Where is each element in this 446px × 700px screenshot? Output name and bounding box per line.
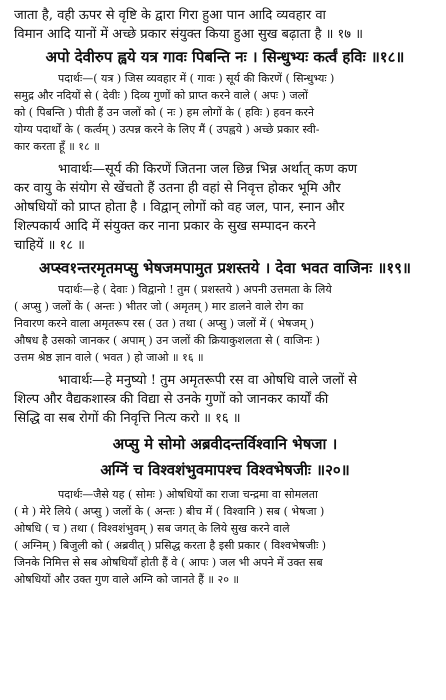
text-line: भावार्थः—सूर्य की किरणें जितना जल छिन्न भिन्न अर्थात् कण कण xyxy=(58,162,358,177)
mantra-20 xyxy=(14,431,436,483)
text-line: पदार्थः—( यत्र ) जिस व्यवहार में ( गावः ) सूर्य की किरणें ( सिन्धुभ्यः ) xyxy=(58,72,335,85)
text-line: पदार्थः—हे ( देवाः ) विद्वानो ! तुम ( प्रशस्तये ) अपनी उत्तमता के लिये xyxy=(58,283,332,296)
bhavartha-18 xyxy=(14,160,436,255)
text-line: भावार्थः—हे मनुष्यो ! तुम अमृतरूपी रस वा ओषधि वाले जलों से xyxy=(58,373,358,388)
padartha-20 xyxy=(14,486,436,588)
text-line: ओषधियों और उक्त गुण वाले अग्नि को जानते हैं ॥ २० ॥ xyxy=(14,573,240,586)
mantra-line: अप्सु मे सोमो अब्रवीदन्तर्विश्वानि भेषजा । xyxy=(112,435,338,453)
mantra-18: अपो देवीरुप ह्वये यत्र गावः पिबन्ति नः । सिन्धुभ्यः कर्त्वं हविः ॥१८॥ xyxy=(45,48,405,66)
text-line: कार करता हूँ ॥ १८ ॥ xyxy=(14,140,100,153)
bhavartha-19 xyxy=(14,371,436,428)
text-line: कर वायु के संयोग से खेंचतो हैं उतना ही वहां से निवृत्त होकर भूमि और xyxy=(14,181,341,196)
text-line: ओषधि ( च ) तथा ( विश्वशंभुवम् ) सब जगत् के लिये सुख करने वाले xyxy=(14,522,290,535)
text-line: ( मे ) मेरे लिये ( अप्सु ) जलों के ( अन्तः ) बीच में ( विश्वानि ) सब ( भेषजा ) xyxy=(14,505,325,518)
text-line: शिल्पकार्य आदि में संयुक्त कर नाना प्रकार के सुख सम्पादन करने xyxy=(14,219,316,234)
text-line: को ( पिबन्ति ) पीती हैं उन जलों को ( नः ) हम लोगों के ( हविः ) हवन करने xyxy=(14,106,315,119)
text-line: उत्तम श्रेष्ठ ज्ञान वाले ( भवत ) हो जाओ ॥ १६ ॥ xyxy=(14,351,204,364)
text-line: योग्य पदार्थों के ( कर्त्वम् ) उत्पन्न करने के लिए मैं ( उपह्वये ) अच्छे प्रकार स्वी- xyxy=(14,123,320,136)
text-line: चाहियें ॥ १८ ॥ xyxy=(14,238,85,253)
text-line: जाता है, वही ऊपर से वृष्टि के द्वारा गिरा हुआ पान आदि व्यवहार वा xyxy=(14,8,326,23)
padartha-18 xyxy=(14,70,436,155)
text-line: पदार्थः—जैसे यह ( सोमः ) ओषधियों का राजा चन्द्रमा वा सोमलता xyxy=(58,488,318,501)
text-line: ( अप्सु ) जलों के ( अन्तः ) भीतर जो ( अमृतम् ) मार डालने वाले रोग का xyxy=(14,300,304,313)
text-line: विमान आदि यानों में अच्छे प्रकार संयुक्त किया हुआ सुख बढ़ाता है ॥ १७ ॥ xyxy=(14,27,363,42)
text-line: सिद्धि वा सब रोगों की निवृत्ति नित्य करो ॥ १६ ॥ xyxy=(14,411,241,426)
text-line: निवारण करने वाला अमृतरूप रस ( उत ) तथा ( अप्सु ) जलों में ( भेषजम् ) xyxy=(14,317,314,330)
text-line: शिल्प और वैद्यकशास्त्र की विद्या से उनके गुणों को जानकर कार्यों की xyxy=(14,392,329,407)
text-line: ( अग्निम् ) बिजुली को ( अब्रवीत् ) प्रसिद्ध करता है इसी प्रकार ( विश्वभेषजीः ) xyxy=(14,539,327,552)
text-line: ओषधियों को प्राप्त होता है । विद्वान् लोगों को वह जल, पान, स्नान और xyxy=(14,200,345,215)
mantra-line: अग्निं च विश्वशंभुवमापश्च विश्वभेषजीः ॥२०॥ xyxy=(100,461,350,479)
verse-17-tail xyxy=(14,6,436,44)
text-line: समुद्र और नदियों से ( देवीः ) दिव्य गुणों को प्राप्त करने वाले ( अपः ) जलों xyxy=(14,89,308,102)
text-line: जिनके निमित्त से सब ओषधियाँ होती हैं वे ( आपः ) जल भी अपने में उक्त सब xyxy=(14,556,323,569)
mantra-19: अप्स्व१न्तरमृतमप्सु भेषजमपामुत प्रशस्तये । देवा भवत वाजिनः ॥१९॥ xyxy=(39,259,411,277)
padartha-19 xyxy=(14,281,436,366)
text-line: औषध है उसको जानकर ( अपाम् ) उन जलों की क्रियाकुशलता से ( वाजिनः ) xyxy=(14,334,320,347)
